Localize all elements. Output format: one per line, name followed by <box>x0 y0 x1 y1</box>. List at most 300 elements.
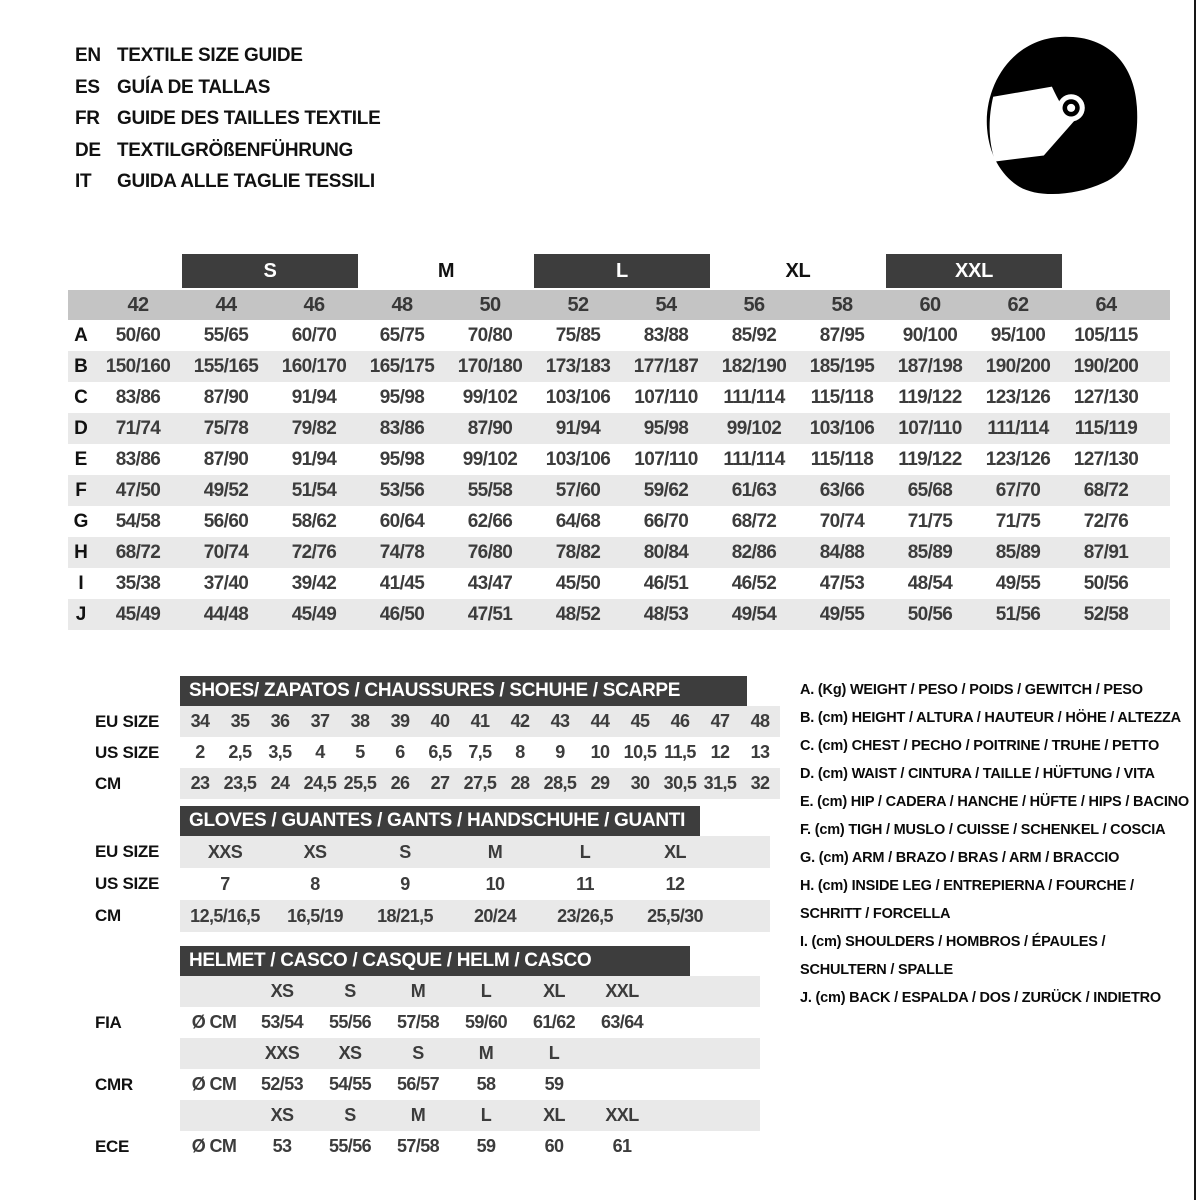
size-value: 46/50 <box>379 603 425 625</box>
size-value: 83/86 <box>379 417 425 439</box>
lang-code: FR <box>75 108 100 129</box>
size-value: 72/76 <box>291 541 337 563</box>
size-value: 39/42 <box>291 572 337 594</box>
size-value: 95/100 <box>990 324 1046 346</box>
cell-value: XS <box>338 1043 362 1063</box>
size-value: 111/114 <box>723 386 785 408</box>
cell-value: 34 <box>190 711 210 731</box>
diameter-unit: Ø CM <box>191 1074 237 1094</box>
size-value: 105/115 <box>1074 324 1138 346</box>
row-label: EU SIZE <box>95 842 160 861</box>
size-col-44: 44 <box>215 293 237 316</box>
cell-value: 25,5 <box>343 773 377 793</box>
gloves-table <box>80 806 800 932</box>
cell-value: M <box>410 1105 426 1125</box>
cell-value: 63/64 <box>600 1012 644 1032</box>
row-label <box>80 1038 180 1069</box>
helmet-rows <box>80 976 800 1162</box>
row-values <box>180 1007 760 1038</box>
helmet-row-fia <box>80 1007 800 1038</box>
cell-value: 6,5 <box>428 742 452 762</box>
size-value: 111/114 <box>723 448 785 470</box>
lang-code: ES <box>75 76 100 98</box>
size-value: 85/92 <box>731 324 777 346</box>
size-col-62: 62 <box>1007 293 1029 316</box>
size-value: 85/89 <box>907 541 953 563</box>
cell-value: 57/58 <box>396 1136 440 1156</box>
cell-value: 2,5 <box>228 742 252 762</box>
cell-value: 28 <box>510 773 530 793</box>
lang-row-fr <box>75 103 380 135</box>
size-value: 95/98 <box>379 386 425 408</box>
size-value: 95/98 <box>379 448 425 470</box>
row-letter: B <box>74 355 88 377</box>
cell-value: 46 <box>670 711 690 731</box>
size-value: 54/58 <box>115 510 161 532</box>
cell-value: L <box>480 981 492 1001</box>
cell-value: 59 <box>544 1074 564 1094</box>
size-value: 85/89 <box>995 541 1041 563</box>
cell-value: 53 <box>272 1136 292 1156</box>
size-value: 119/122 <box>898 386 962 408</box>
size-value: 67/70 <box>995 479 1041 501</box>
size-value: 48/52 <box>555 603 601 625</box>
cell-value: 4 <box>315 742 325 762</box>
size-row-b <box>68 351 1170 382</box>
size-value: 173/183 <box>545 355 611 377</box>
legend-line: F. (cm) TIGH / MUSLO / CUISSE / SCHENKEL / COSCIA <box>800 822 1166 838</box>
lang-title: TEXTILE SIZE GUIDE <box>117 45 303 66</box>
cell-value: 10 <box>485 873 505 894</box>
cell-value: 6 <box>395 742 405 762</box>
size-col-52: 52 <box>567 293 589 316</box>
row-values <box>180 836 770 868</box>
legend-line: H. (cm) INSIDE LEG / ENTREPIERNA / FOURCHE / <box>800 878 1134 894</box>
helmet-header-bar: HELMET / CASCO / CASQUE / HELM / CASCO <box>180 946 690 976</box>
size-table <box>68 252 1170 630</box>
size-value: 51/54 <box>291 479 337 501</box>
row-label <box>80 976 180 1007</box>
cell-value: 18/21,5 <box>377 905 433 926</box>
size-value: 43/47 <box>467 572 513 594</box>
cell-value: 45 <box>630 711 650 731</box>
cell-value: 12,5/16,5 <box>190 905 260 926</box>
legend-line: SCHULTERN / SPALLE <box>800 962 953 978</box>
size-value: 95/98 <box>643 417 689 439</box>
legend-line: I. (cm) SHOULDERS / HOMBROS / ÉPAULES / <box>800 934 1106 950</box>
size-value: 190/200 <box>1073 355 1139 377</box>
legend-line: A. (Kg) WEIGHT / PESO / POIDS / GEWITCH / PESO <box>800 682 1143 698</box>
row-values <box>180 1131 760 1162</box>
size-value: 65/75 <box>379 324 425 346</box>
cell-value: 24,5 <box>303 773 337 793</box>
size-value: 50/56 <box>1083 572 1129 594</box>
size-value: 70/74 <box>819 510 865 532</box>
size-value: 55/58 <box>467 479 513 501</box>
lang-row-en <box>75 40 380 72</box>
size-value: 182/190 <box>721 355 787 377</box>
size-value: 60/70 <box>291 324 337 346</box>
size-value: 83/88 <box>643 324 689 346</box>
size-row-f <box>68 475 1170 506</box>
legend-line: SCHRITT / FORCELLA <box>800 906 951 922</box>
size-value: 68/72 <box>115 541 161 563</box>
size-col-46: 46 <box>303 293 325 316</box>
lang-row-es <box>75 72 380 104</box>
cell-value: 60 <box>544 1136 564 1156</box>
size-value: 127/130 <box>1073 386 1139 408</box>
size-value: 51/56 <box>995 603 1041 625</box>
cell-value: 56/57 <box>396 1074 440 1094</box>
cell-value: 40 <box>430 711 450 731</box>
cell-value: 24 <box>270 773 290 793</box>
row-letter: H <box>74 541 88 563</box>
size-value: 115/118 <box>810 386 874 408</box>
row-values <box>180 976 760 1007</box>
size-value: 103/106 <box>545 448 611 470</box>
cell-value: 11,5 <box>664 742 696 762</box>
cell-value: XS <box>270 1105 294 1125</box>
cell-value: 12 <box>710 742 730 762</box>
cell-value: 52/53 <box>260 1074 304 1094</box>
size-value: 41/45 <box>379 572 425 594</box>
gloves-row <box>80 868 800 900</box>
row-values <box>180 1100 760 1131</box>
size-value: 65/68 <box>907 479 953 501</box>
size-row-e <box>68 444 1170 475</box>
size-value: 115/118 <box>810 448 874 470</box>
size-value: 45/49 <box>291 603 337 625</box>
size-value: 48/53 <box>643 603 689 625</box>
lang-code: DE <box>75 139 101 161</box>
size-value: 80/84 <box>643 541 689 563</box>
row-label: CM <box>95 773 121 793</box>
size-value: 61/63 <box>731 479 777 501</box>
cell-value: 31,5 <box>703 773 737 793</box>
lang-title: TEXTILGRÖßENFÜHRUNG <box>117 139 354 161</box>
size-value: 87/90 <box>467 417 513 439</box>
right-edge-rule <box>1194 0 1196 1200</box>
measurement-legend <box>800 676 1195 1012</box>
size-value: 72/76 <box>1083 510 1129 532</box>
cell-value: 23,5 <box>223 773 257 793</box>
cell-value: XL <box>664 841 686 862</box>
cell-value: 41 <box>470 711 490 731</box>
cell-value: M <box>410 981 426 1001</box>
cell-value: 26 <box>390 773 410 793</box>
size-value: 87/90 <box>203 386 249 408</box>
shoes-row <box>80 737 800 768</box>
size-value: 70/74 <box>203 541 249 563</box>
size-value: 49/52 <box>203 479 249 501</box>
row-letter: E <box>74 448 88 470</box>
size-value: 91/94 <box>291 448 337 470</box>
lang-code: IT <box>75 171 92 192</box>
size-value: 60/64 <box>379 510 425 532</box>
racing-helmet-icon <box>980 34 1142 207</box>
size-group-s: S <box>182 254 358 288</box>
size-value: 83/86 <box>115 386 161 408</box>
row-values <box>180 768 780 799</box>
row-letter: F <box>75 479 87 501</box>
cell-value: 54/55 <box>328 1074 372 1094</box>
cell-value: 16,5/19 <box>287 905 343 926</box>
size-value: 47/50 <box>115 479 161 501</box>
size-value: 91/94 <box>555 417 601 439</box>
size-value: 55/65 <box>203 324 249 346</box>
size-row-c <box>68 382 1170 413</box>
size-col-42: 42 <box>127 293 149 316</box>
lang-title: GUIDA ALLE TAGLIE TESSILI <box>117 171 375 192</box>
size-value: 44/48 <box>203 603 249 625</box>
cell-value: 30,5 <box>663 773 697 793</box>
gloves-header-bar: GLOVES / GUANTES / GANTS / HANDSCHUHE / GUANTI <box>180 806 700 836</box>
size-value: 190/200 <box>985 355 1051 377</box>
cell-value: XXL <box>605 981 639 1001</box>
row-label: CM <box>95 906 121 925</box>
cell-value: 9 <box>400 873 410 894</box>
row-letter: D <box>74 417 88 439</box>
helmet-table <box>80 946 800 1162</box>
size-value: 90/100 <box>902 324 958 346</box>
size-value: 83/86 <box>115 448 161 470</box>
row-values <box>180 900 770 932</box>
cell-value: XS <box>303 841 327 862</box>
size-value: 107/110 <box>634 448 698 470</box>
shoes-table <box>80 676 800 799</box>
cell-value: 7,5 <box>468 742 492 762</box>
size-value: 155/165 <box>193 355 259 377</box>
row-values <box>180 706 780 737</box>
size-row-d <box>68 413 1170 444</box>
legend-line: J. (cm) BACK / ESPALDA / DOS / ZURÜCK / INDIETRO <box>800 990 1161 1006</box>
size-row-a <box>68 320 1170 351</box>
row-label: EU SIZE <box>95 711 160 731</box>
cell-value: 11 <box>576 873 594 894</box>
size-value: 66/70 <box>643 510 689 532</box>
size-group-xl: XL <box>785 259 811 282</box>
row-label <box>80 1100 180 1131</box>
size-group-xxl: XXL <box>886 254 1062 288</box>
row-letter: G <box>73 510 89 532</box>
size-value: 49/55 <box>819 603 865 625</box>
cell-value: 10 <box>590 742 610 762</box>
cell-value: 5 <box>355 742 365 762</box>
size-value: 127/130 <box>1073 448 1139 470</box>
cell-value: XL <box>543 981 565 1001</box>
cell-value: 35 <box>230 711 250 731</box>
shoes-header-bar: SHOES/ ZAPATOS / CHAUSSURES / SCHUHE / SCARPE <box>180 676 747 706</box>
size-col-64: 64 <box>1095 293 1117 316</box>
language-titles <box>75 40 380 198</box>
cell-value: L <box>548 1043 560 1063</box>
size-value: 45/49 <box>115 603 161 625</box>
cell-value: 10,5 <box>623 742 657 762</box>
cell-value: 27,5 <box>463 773 497 793</box>
size-value: 91/94 <box>291 386 337 408</box>
cell-value: 13 <box>750 742 770 762</box>
size-value: 49/55 <box>995 572 1041 594</box>
row-values <box>180 737 780 768</box>
size-value: 75/78 <box>203 417 249 439</box>
size-value: 63/66 <box>819 479 865 501</box>
size-value: 84/88 <box>819 541 865 563</box>
size-row-j <box>68 599 1170 630</box>
size-value: 71/75 <box>995 510 1041 532</box>
row-label: FIA <box>95 1012 122 1032</box>
cell-value: 30 <box>630 773 650 793</box>
helmet-row-cmr <box>80 1069 800 1100</box>
size-value: 76/80 <box>467 541 513 563</box>
size-value: 59/62 <box>643 479 689 501</box>
shoes-rows <box>80 706 800 799</box>
cell-value: L <box>579 841 591 862</box>
size-group-row <box>68 252 1170 290</box>
size-value: 74/78 <box>379 541 425 563</box>
size-value: 107/110 <box>898 417 962 439</box>
lang-row-de <box>75 135 380 167</box>
size-value: 45/50 <box>555 572 601 594</box>
row-label: US SIZE <box>95 874 160 893</box>
cell-value: 55/56 <box>328 1012 372 1032</box>
row-letter: J <box>75 603 87 625</box>
diameter-unit: Ø CM <box>191 1012 237 1032</box>
size-value: 165/175 <box>369 355 435 377</box>
cell-value: XXS <box>264 1043 300 1063</box>
cell-value: 59 <box>476 1136 496 1156</box>
helmet-size-row <box>80 976 800 1007</box>
size-value: 48/54 <box>907 572 953 594</box>
cell-value: 37 <box>310 711 330 731</box>
cell-value: 47 <box>710 711 730 731</box>
row-values <box>180 868 770 900</box>
cell-value: XL <box>543 1105 565 1125</box>
size-value: 123/126 <box>985 448 1051 470</box>
cell-value: M <box>478 1043 494 1063</box>
cell-value: 53/54 <box>260 1012 304 1032</box>
size-value: 111/114 <box>987 417 1049 439</box>
cell-value: 8 <box>515 742 525 762</box>
size-value: 99/102 <box>462 448 518 470</box>
shoes-row <box>80 706 800 737</box>
size-value: 50/56 <box>907 603 953 625</box>
size-value: 99/102 <box>462 386 518 408</box>
size-value: 49/54 <box>731 603 777 625</box>
size-col-48: 48 <box>391 293 413 316</box>
size-value: 70/80 <box>467 324 513 346</box>
size-col-58: 58 <box>831 293 853 316</box>
size-value: 119/122 <box>898 448 962 470</box>
cell-value: 44 <box>590 711 610 731</box>
cell-value: 7 <box>220 873 230 894</box>
cell-value: 48 <box>750 711 770 731</box>
cell-value: 59/60 <box>464 1012 508 1032</box>
size-group-l: L <box>534 254 710 288</box>
size-value: 115/119 <box>1074 417 1138 439</box>
size-value: 87/91 <box>1083 541 1129 563</box>
size-value: 71/74 <box>115 417 161 439</box>
size-value: 75/85 <box>555 324 601 346</box>
gloves-row <box>80 900 800 932</box>
size-col-60: 60 <box>919 293 941 316</box>
cell-value: 55/56 <box>328 1136 372 1156</box>
cell-value: XXL <box>605 1105 639 1125</box>
size-value: 35/38 <box>115 572 161 594</box>
size-col-56: 56 <box>743 293 765 316</box>
size-value: 82/86 <box>731 541 777 563</box>
size-row-i <box>68 568 1170 599</box>
size-value: 123/126 <box>985 386 1051 408</box>
row-values <box>180 1038 760 1069</box>
size-group-m: M <box>437 259 455 282</box>
size-col-50: 50 <box>479 293 501 316</box>
row-label: US SIZE <box>95 742 160 762</box>
cell-value: 43 <box>550 711 570 731</box>
cell-value: 61/62 <box>532 1012 576 1032</box>
size-value: 52/58 <box>1083 603 1129 625</box>
cell-value: 8 <box>310 873 320 894</box>
legend-line: C. (cm) CHEST / PECHO / POITRINE / TRUHE / PETTO <box>800 738 1160 754</box>
legend-line: D. (cm) WAIST / CINTURA / TAILLE / HÜFTUNG / VITA <box>800 766 1155 782</box>
size-value: 99/102 <box>726 417 782 439</box>
cell-value: S <box>344 981 356 1001</box>
size-value: 71/75 <box>907 510 953 532</box>
cell-value: S <box>412 1043 424 1063</box>
size-value: 103/106 <box>809 417 875 439</box>
size-value: 57/60 <box>555 479 601 501</box>
cell-value: 20/24 <box>473 905 517 926</box>
cell-value: 23/26,5 <box>557 905 613 926</box>
size-value: 37/40 <box>203 572 249 594</box>
cell-value: 23 <box>190 773 210 793</box>
cell-value: S <box>399 841 411 862</box>
size-value: 50/60 <box>115 324 161 346</box>
helmet-row-ece <box>80 1131 800 1162</box>
row-letter: C <box>74 386 88 408</box>
size-value: 46/51 <box>643 572 689 594</box>
cell-value: 27 <box>430 773 450 793</box>
diameter-unit: Ø CM <box>191 1136 237 1156</box>
size-value: 78/82 <box>555 541 601 563</box>
size-value: 68/72 <box>1083 479 1129 501</box>
row-letter: I <box>78 572 84 594</box>
row-letter: A <box>74 324 88 346</box>
size-row-g <box>68 506 1170 537</box>
cell-value: 39 <box>390 711 410 731</box>
lang-code: EN <box>75 45 101 66</box>
size-value: 160/170 <box>281 355 347 377</box>
size-value: 46/52 <box>731 572 777 594</box>
cell-value: 29 <box>590 773 610 793</box>
size-value: 87/95 <box>819 324 865 346</box>
cell-value: M <box>487 841 503 862</box>
row-label: CMR <box>95 1074 133 1094</box>
cell-value: 3,5 <box>268 742 292 762</box>
gloves-row <box>80 836 800 868</box>
size-value: 107/110 <box>634 386 698 408</box>
legend-line: E. (cm) HIP / CADERA / HANCHE / HÜFTE / HIPS / BACINO <box>800 794 1189 810</box>
size-value: 62/66 <box>467 510 513 532</box>
size-value: 103/106 <box>545 386 611 408</box>
legend-line: B. (cm) HEIGHT / ALTURA / HAUTEUR / HÖHE / ALTEZZA <box>800 710 1181 726</box>
legend-line: G. (cm) ARM / BRAZO / BRAS / ARM / BRACCIO <box>800 850 1120 866</box>
lang-title: GUÍA DE TALLAS <box>117 76 271 98</box>
size-value: 64/68 <box>555 510 601 532</box>
cell-value: XXS <box>207 841 243 862</box>
helmet-size-row <box>80 1038 800 1069</box>
size-value: 150/160 <box>105 355 171 377</box>
size-value: 68/72 <box>731 510 777 532</box>
